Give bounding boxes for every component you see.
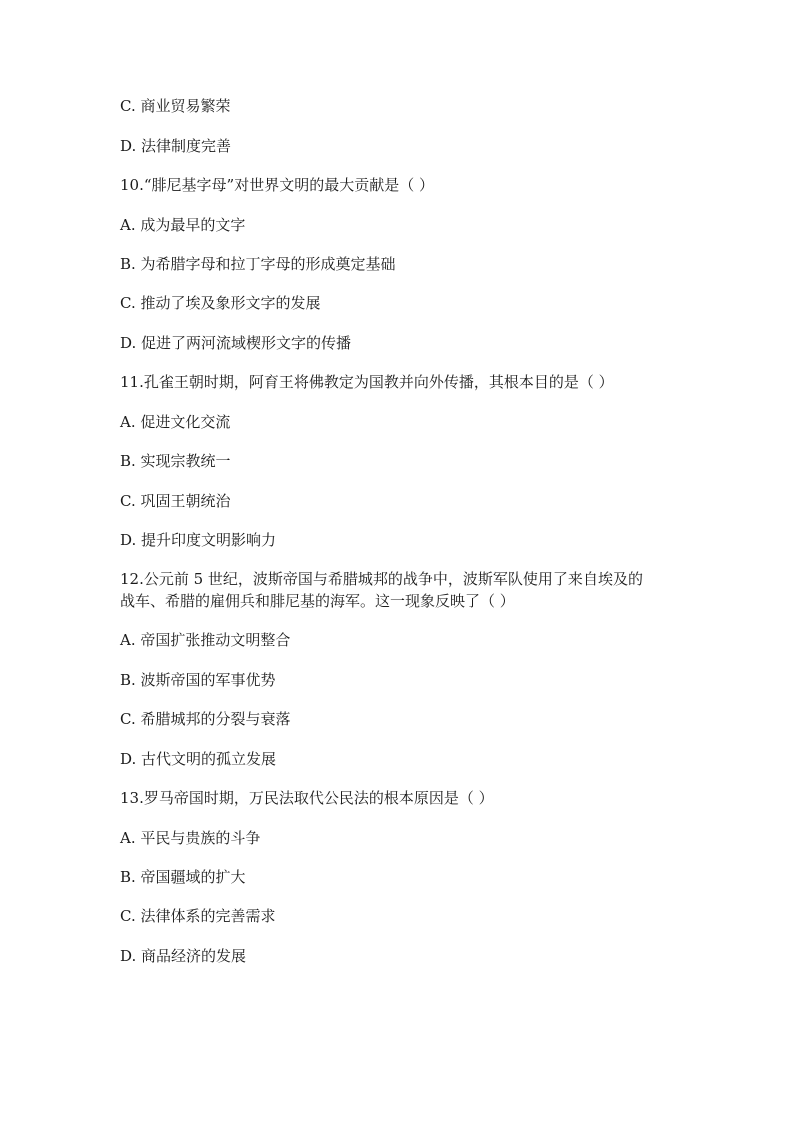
q12-option-d: D. 古代文明的孤立发展 xyxy=(120,750,277,768)
q11-stem: 11.孔雀王朝时期，阿育王将佛教定为国教并向外传播，其根本目的是（ ） xyxy=(120,373,614,391)
q10-option-a: A. 成为最早的文字 xyxy=(120,216,246,234)
q10-option-b: B. 为希腊字母和拉丁字母的形成奠定基础 xyxy=(120,255,396,273)
q12-stem-line-2: 战车、希腊的雇佣兵和腓尼基的海军。这一现象反映了（ ） xyxy=(120,592,515,610)
q10-stem: 10.“腓尼基字母”对世界文明的最大贡献是（ ） xyxy=(120,176,434,194)
q12-option-a: A. 帝国扩张推动文明整合 xyxy=(120,631,291,649)
q13-option-b: B. 帝国疆域的扩大 xyxy=(120,868,246,886)
q10-option-d: D. 促进了两河流域楔形文字的传播 xyxy=(120,334,352,352)
q13-stem: 13.罗马帝国时期，万民法取代公民法的根本原因是（ ） xyxy=(120,789,494,807)
q11-option-a: A. 促进文化交流 xyxy=(120,413,231,431)
q12-option-c: C. 希腊城邦的分裂与衰落 xyxy=(120,710,291,728)
q9-option-c: C. 商业贸易繁荣 xyxy=(120,97,231,115)
q9-option-d: D. 法律制度完善 xyxy=(120,137,232,155)
q13-option-d: D. 商品经济的发展 xyxy=(120,947,247,965)
q12-option-b: B. 波斯帝国的军事优势 xyxy=(120,671,276,689)
q12-stem-line-1: 12.公元前 5 世纪，波斯帝国与希腊城邦的战争中，波斯军队使用了来自埃及的 xyxy=(120,570,643,588)
q11-option-c: C. 巩固王朝统治 xyxy=(120,492,231,510)
q13-option-c: C. 法律体系的完善需求 xyxy=(120,907,276,925)
q11-option-d: D. 提升印度文明影响力 xyxy=(120,531,277,549)
q11-option-b: B. 实现宗教统一 xyxy=(120,452,231,470)
q10-option-c: C. 推动了埃及象形文字的发展 xyxy=(120,294,321,312)
q13-option-a: A. 平民与贵族的斗争 xyxy=(120,829,261,847)
